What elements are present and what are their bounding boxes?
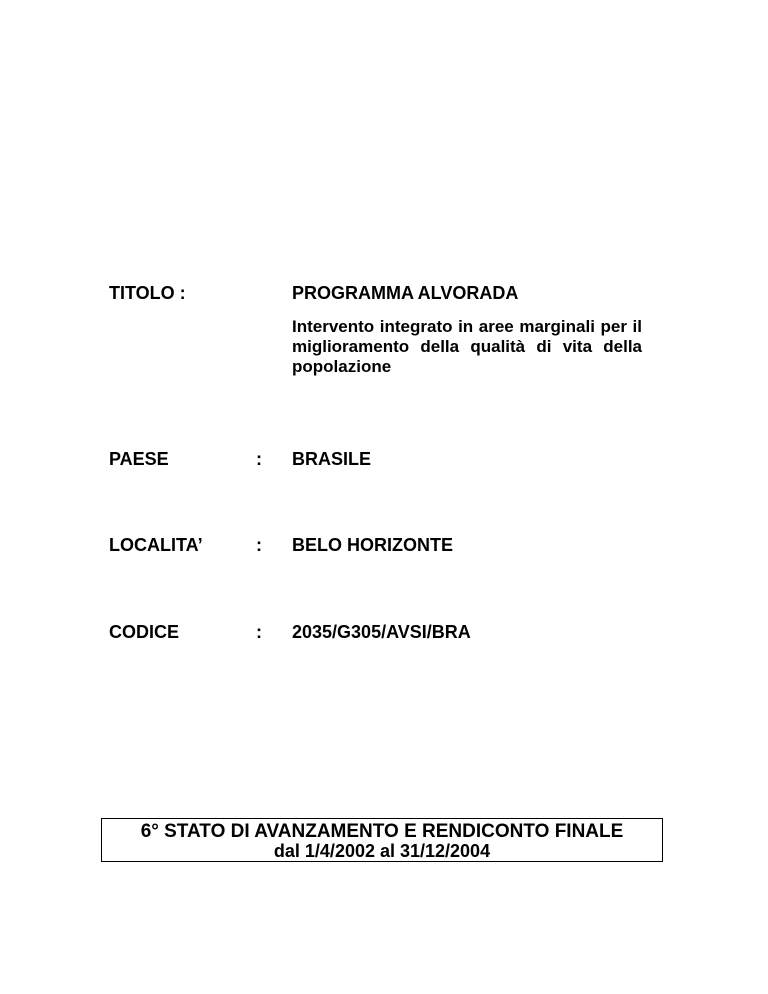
report-title: 6° STATO DI AVANZAMENTO E RENDICONTO FINALE <box>140 821 624 842</box>
paese-colon: : <box>256 449 262 469</box>
report-title-box <box>101 818 663 862</box>
localita-colon: : <box>256 535 262 555</box>
project-description: Intervento integrato in aree marginali per il miglioramento della qualità di vita della popolazione <box>292 317 642 376</box>
localita-label: LOCALITA’ <box>109 535 203 555</box>
codice-label: CODICE <box>109 622 180 642</box>
paese-label: PAESE <box>109 449 169 469</box>
codice-value: 2035/G305/AVSI/BRA <box>292 622 471 642</box>
report-period: dal 1/4/2002 al 31/12/2004 <box>273 841 491 861</box>
titolo-label: TITOLO : <box>109 283 186 303</box>
paese-value: BRASILE <box>292 449 372 469</box>
localita-value: BELO HORIZONTE <box>292 535 453 555</box>
titolo-value: PROGRAMMA ALVORADA <box>292 283 519 303</box>
codice-colon: : <box>256 622 262 642</box>
